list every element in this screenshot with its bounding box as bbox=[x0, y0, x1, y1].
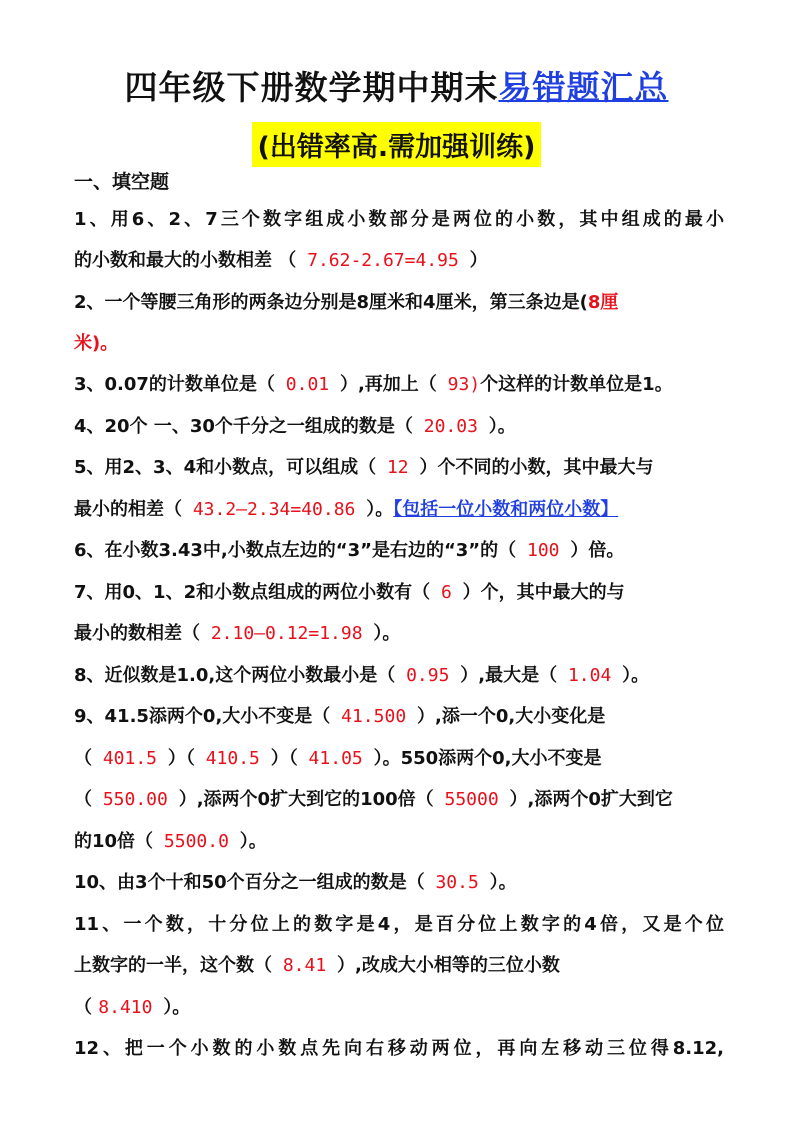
question-text: ）,添一个0,大小变化是 bbox=[417, 706, 606, 727]
question-text: ）。 bbox=[239, 831, 267, 852]
question-text: 9、41.5添两个0,大小不变是（ bbox=[74, 706, 331, 727]
answer: 55000 bbox=[433, 789, 510, 810]
question-text: 最小的相差（ bbox=[74, 499, 182, 520]
answer: 8.41 bbox=[272, 955, 338, 976]
question-text: 8、近似数是1.0,这个两位小数最小是（ bbox=[74, 665, 396, 686]
answer: 43.2—2.34=40.86 bbox=[182, 499, 367, 520]
question-text: （ bbox=[74, 997, 99, 1018]
question-text: ）倍。 bbox=[570, 540, 625, 561]
answer: 41.05 bbox=[297, 748, 374, 769]
question-1-line-1: 1、用6、2、7三个数字组成小数部分是两位的小数，其中组成的最小 bbox=[74, 209, 724, 230]
question-text: ）。 bbox=[489, 872, 517, 893]
answer: 米)。 bbox=[74, 333, 119, 354]
question-9-line-2 bbox=[74, 738, 724, 779]
question-text: （ bbox=[74, 789, 92, 810]
question-9-line-3 bbox=[74, 779, 724, 820]
question-12-line-1: 12、把一个小数的小数点先向右移动两位，再向左移动三位得8.12, bbox=[74, 1038, 724, 1059]
section-title: 一、填空题 bbox=[74, 171, 170, 193]
title-highlight: 易错题汇总 bbox=[498, 68, 669, 107]
note: 【包括一位小数和两位小数】 bbox=[393, 499, 619, 520]
answer: 7.62-2.67=4.95 bbox=[296, 250, 470, 271]
question-text: ）。 bbox=[163, 997, 191, 1018]
question-6 bbox=[74, 530, 724, 571]
question-9-line-4 bbox=[74, 821, 724, 862]
question-3 bbox=[74, 364, 724, 405]
answer: 30.5 bbox=[424, 872, 490, 893]
question-text: ）。 bbox=[366, 499, 394, 520]
question-text: ）。550添两个0,大小不变是 bbox=[373, 748, 602, 769]
answer: 6 bbox=[430, 582, 463, 603]
question-5-line-1 bbox=[74, 447, 724, 488]
question-text: （ bbox=[74, 748, 92, 769]
question-1-line-2 bbox=[74, 240, 724, 281]
question-10 bbox=[74, 862, 724, 903]
question-7-line-1 bbox=[74, 572, 724, 613]
answer: 0.95 bbox=[395, 665, 461, 686]
question-text: ）个不同的小数，其中最大与 bbox=[419, 457, 654, 478]
answer: 41.500 bbox=[330, 706, 417, 727]
question-2-line-1 bbox=[74, 282, 724, 323]
question-text: ） bbox=[469, 250, 488, 271]
question-text: ）（ bbox=[167, 748, 195, 769]
answer: 93) bbox=[436, 374, 481, 395]
answer: 1.04 bbox=[557, 665, 623, 686]
question-11-line-2 bbox=[74, 945, 724, 986]
answer: 5500.0 bbox=[153, 831, 240, 852]
question-5-line-2 bbox=[74, 489, 724, 530]
question-text: ）,添两个0扩大到它的100倍（ bbox=[178, 789, 434, 810]
answer: 2.10—0.12=1.98 bbox=[200, 623, 374, 644]
question-text: 个这样的计数单位是1。 bbox=[480, 374, 673, 395]
question-7-line-2 bbox=[74, 613, 724, 654]
question-text: 最小的数相差（ bbox=[74, 623, 200, 644]
page-title bbox=[0, 62, 793, 109]
question-11-line-3 bbox=[74, 987, 724, 1028]
question-text: ）。 bbox=[373, 623, 401, 644]
question-text: ）,再加上（ bbox=[339, 374, 437, 395]
answer: 0.01 bbox=[274, 374, 340, 395]
question-8 bbox=[74, 655, 724, 696]
question-text: 6、在小数3.43中,小数点左边的“3”是右边的“3”的（ bbox=[74, 540, 517, 561]
answer: 401.5 bbox=[92, 748, 168, 769]
answer: 550.00 bbox=[92, 789, 179, 810]
question-text: 的小数和最大的小数相差 （ bbox=[74, 250, 297, 271]
question-text: 2、一个等腰三角形的两条边分别是8厘米和4厘米，第三条边是( bbox=[74, 292, 588, 313]
question-text: ）（ bbox=[270, 748, 298, 769]
question-text: 上数字的一半，这个数（ bbox=[74, 955, 272, 976]
question-text: ）。 bbox=[488, 416, 516, 437]
question-text: 4、20个 一、30个千分之一组成的数是（ bbox=[74, 416, 413, 437]
question-11-line-1: 11、一个数，十分位上的数字是4，是百分位上数字的4倍，又是个位 bbox=[74, 914, 724, 935]
question-text: 10、由3个十和50个百分之一组成的数是（ bbox=[74, 872, 425, 893]
question-text: 5、用2、3、4和小数点，可以组成（ bbox=[74, 457, 377, 478]
subtitle-wrap bbox=[0, 122, 793, 167]
question-text: ）,添两个0扩大到它 bbox=[509, 789, 673, 810]
answer: 8.410 bbox=[98, 997, 164, 1018]
question-text: ）。 bbox=[622, 665, 650, 686]
question-9-line-1 bbox=[74, 696, 724, 737]
question-text: ）个，其中最大的与 bbox=[462, 582, 625, 603]
answer: 12 bbox=[376, 457, 420, 478]
answer: 8厘 bbox=[587, 292, 619, 313]
question-text: ）,最大是（ bbox=[460, 665, 558, 686]
answer: 410.5 bbox=[194, 748, 271, 769]
subtitle: (出错率高.需加强训练) bbox=[252, 122, 542, 167]
question-text: ）,改成大小相等的三位小数 bbox=[337, 955, 560, 976]
answer: 100 bbox=[516, 540, 571, 561]
question-text: 的10倍（ bbox=[74, 831, 154, 852]
title-main: 四年级下册数学期中期末 bbox=[124, 68, 499, 107]
question-4 bbox=[74, 406, 724, 447]
question-text: 7、用0、1、2和小数点组成的两位小数有（ bbox=[74, 582, 431, 603]
question-2-line-2 bbox=[74, 323, 724, 364]
question-text: 3、0.07的计数单位是（ bbox=[74, 374, 275, 395]
answer: 20.03 bbox=[412, 416, 489, 437]
